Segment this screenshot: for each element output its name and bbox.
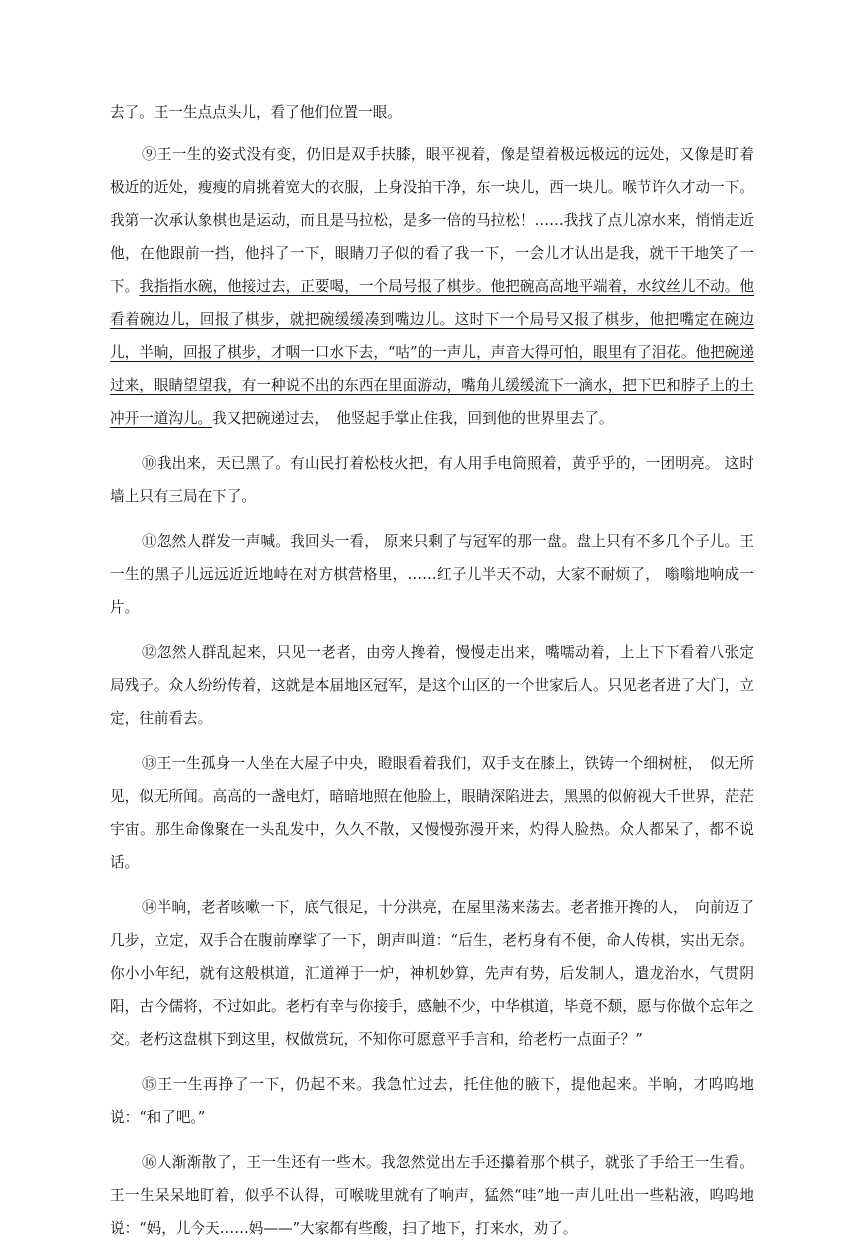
paragraph-10: ⑩我出来，天已黑了。有山民打着松枝火把，有人用手电筒照着，黄乎乎的，一团明亮。 这时墙上只有三局在下了。 — [110, 455, 754, 505]
paragraph-12: ⑫忽然人群乱起来，只见一老者，由旁人搀着，慢慢走出来，嘴嚅动着，上上下下看着八张定局残子。众人纷纷传着，这就是本届地区冠军，是这个山区的一个世家后人。只见老者进了大门，立定，往前看去。 — [110, 644, 754, 727]
paragraph-9-underlined: 我指指水碗，他接过去，正要喝，一个局号报了棋步。他把碗高高地平端着，水纹丝儿不动。他看着碗边儿，回报了棋步，就把碗缓缓凑到嘴边儿。这时下一个局号又报了棋步，他把嘴定在碗边儿，半晌，回报了棋步，才咽一口水下去，“咕”的一声儿，声音大得可怕，眼里有了泪花。他把碗递过来，眼睛望望我，有一种说不出的东西在里面游动，嘴角儿缓缓流下一滴水，把下巴和脖子上的土冲开一道沟儿。 — [110, 278, 754, 427]
paragraph-continuation: 去了。王一生点点头儿，看了他们位置一眼。 — [110, 104, 402, 121]
paragraph-11: ⑪忽然人群发一声喊。我回头一看， 原来只剩了与冠军的那一盘。盘上只有不多几个子儿。王一生的黑子儿远远近近地峙在对方棋营格里，……红子儿半天不动，大家不耐烦了， 嗡嗡地响成一片。 — [110, 533, 754, 616]
paragraph-9 — [110, 138, 754, 435]
paragraph-16: ⑯人渐渐散了，王一生还有一些木。我忽然觉出左手还攥着那个棋子，就张了手给王一生看。王一生呆呆地盯着，似乎不认得，可喉咙里就有了响声，猛然“哇”地一声儿吐出一些粘液，呜呜地说：“妈，儿今天……妈——”大家都有些酸，扫了地下，打来水，劝了。 — [110, 1154, 754, 1237]
paragraph-15: ⑮王一生再挣了一下，仍起不来。我急忙过去，托住他的腋下，提他起来。半晌，才呜呜地说：“和了吧。” — [110, 1076, 754, 1126]
paragraph-14: ⑭半晌，老者咳嗽一下，底气很足，十分洪亮，在屋里荡来荡去。老者推开搀的人， 向前迈了几步，立定，双手合在腹前摩挲了一下，朗声叫道：“后生，老朽身有不便，命人传棋，实出无奈。你小小年纪，就有这般棋道，汇道禅于一炉，神机妙算，先声有势，后发制人，遣龙治水，气贯阴阳，古今儒将，不过如此。老朽有幸与你接手，感触不少，中华棋道，毕竟不颓，愿与你做个忘年之交。老朽这盘棋下到这里，权做赏玩，不知你可愿意平手言和，给老朽一点面子？” — [110, 899, 754, 1048]
paragraph-9-before: ⑨王一生的姿式没有变，仍旧是双手扶膝，眼平视着，像是望着极远极远的远处，又像是盯着极近的近处，瘦瘦的肩挑着宽大的衣服，上身没拍干净，东一块儿，西一块儿。喉节许久才动一下。我第一次承认象棋也是运动，而且是马拉松，是多一倍的马拉松！……我找了点儿凉水来，悄悄走近他，在他跟前一挡，他抖了一下，眼睛刀子似的看了我一下，一会儿才认出是我，就干干地笑了一下。 — [110, 146, 754, 295]
paragraph-13: ⑬王一生孤身一人坐在大屋子中央，瞪眼看着我们，双手支在膝上，铁铸一个细树桩， 似无所见，似无所闻。高高的一盏电灯，暗暗地照在他脸上，眼睛深陷进去，黑黑的似俯视大千世界，茫茫宇宙。那生命像聚在一头乱发中，久久不散，又慢慢弥漫开来，灼得人脸热。众人都呆了，都不说话。 — [110, 755, 754, 871]
document-page — [110, 96, 754, 1257]
paragraph-9-after: 我又把碗递过去， 他竖起手掌止住我，回到他的世界里去了。 — [212, 410, 614, 427]
